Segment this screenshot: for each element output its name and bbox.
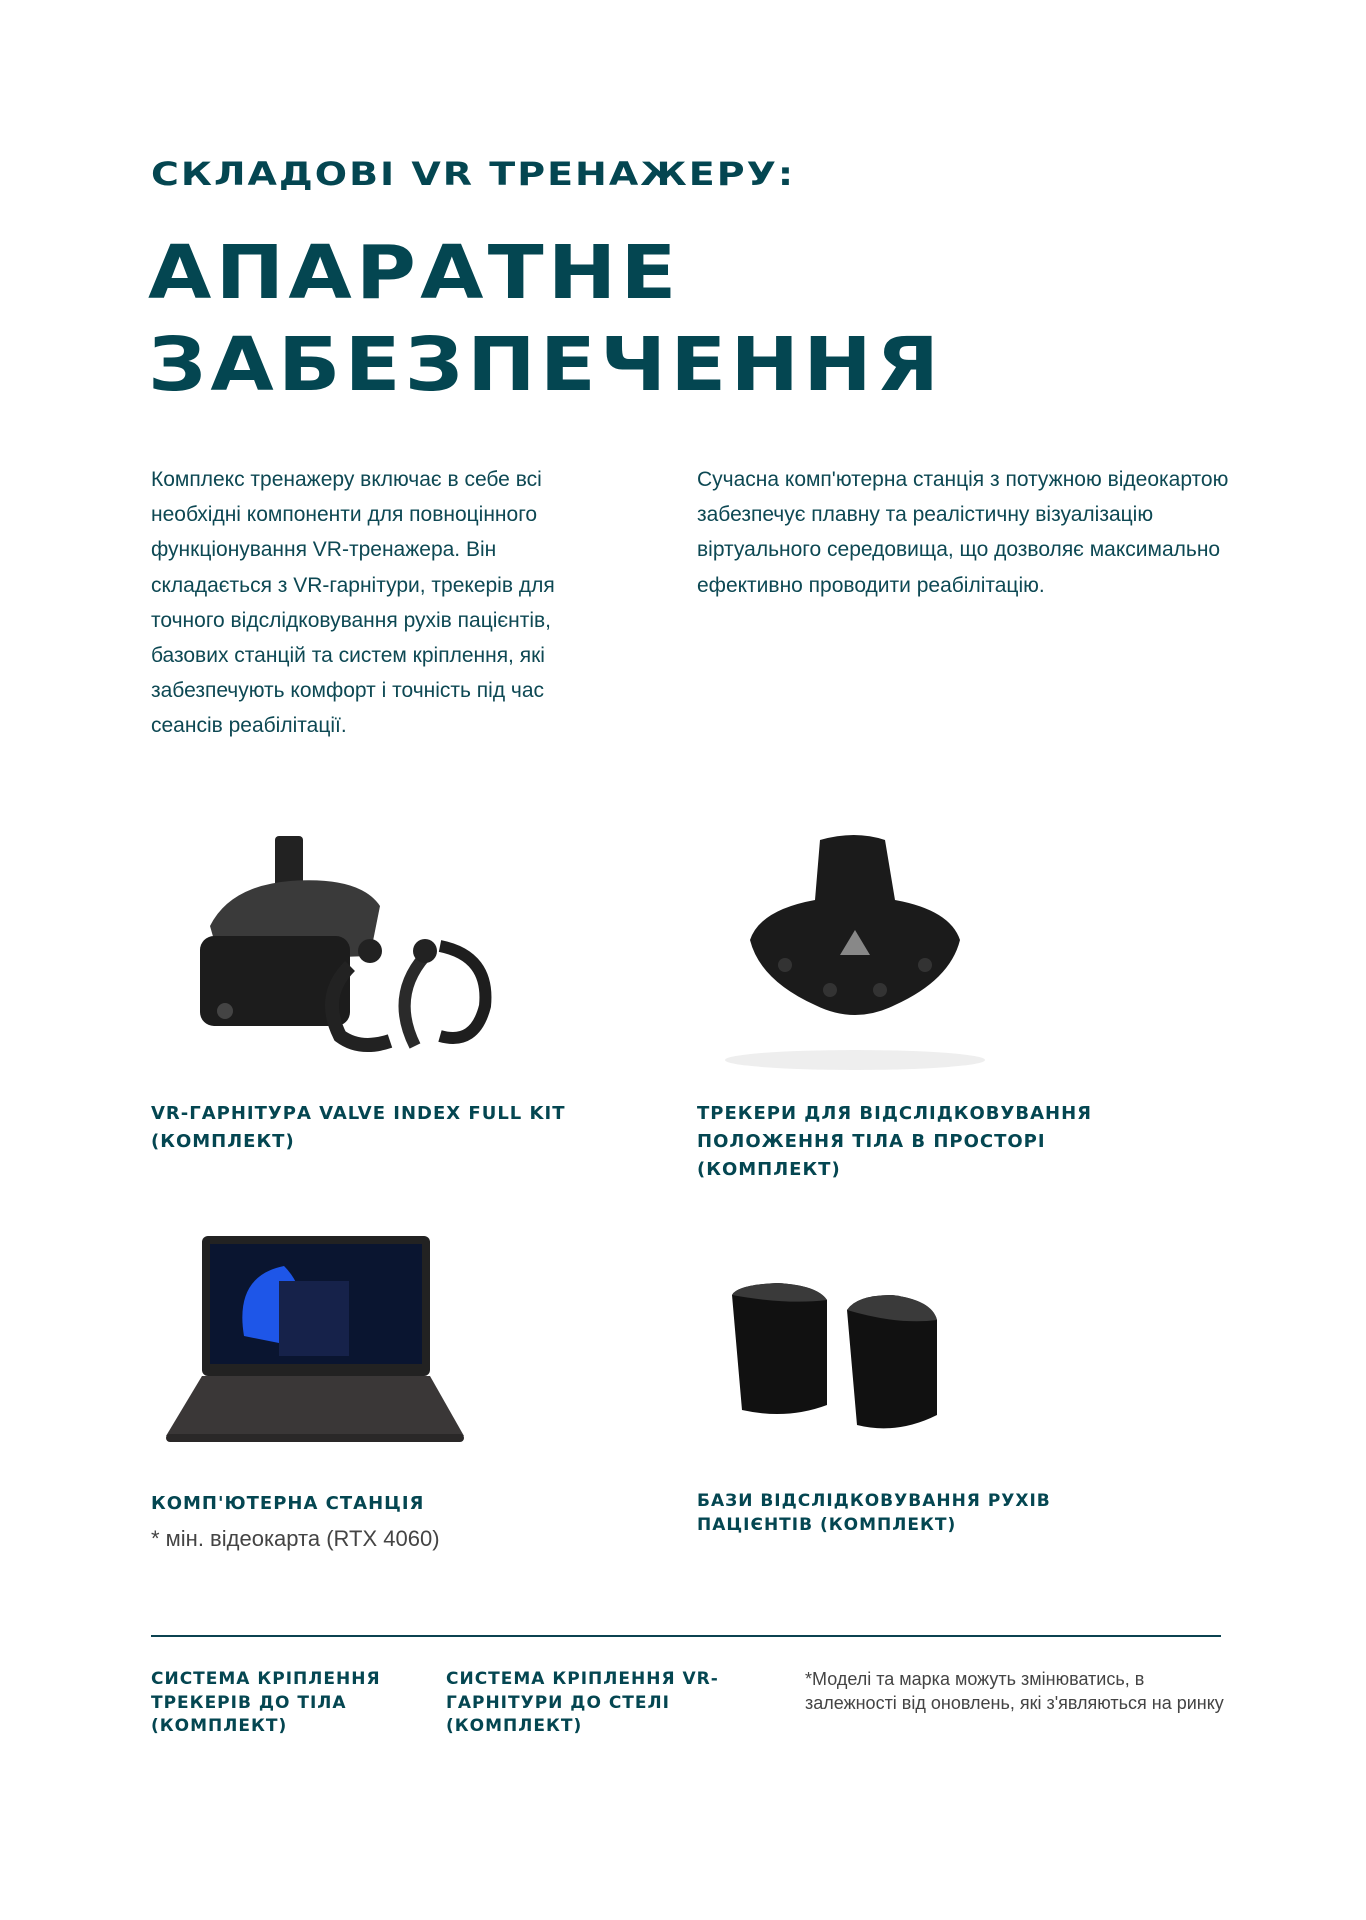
page-title-line2: ЗАБЕЗПЕЧЕННЯ	[148, 322, 944, 408]
footer-item-body-mount: СИСТЕМА КРІПЛЕННЯ ТРЕКЕРІВ ДО ТІЛА (КОМПЛЕКТ)	[151, 1669, 381, 1736]
laptop-image	[164, 1236, 469, 1446]
section-subtitle: СКЛАДОВІ VR ТРЕНАЖЕРУ:	[151, 155, 796, 193]
product-title-computer: КОМП'ЮТЕРНА СТАНЦІЯ	[151, 1493, 425, 1514]
footer-disclaimer: *Моделі та марка можуть змінюватись, в залежності від оновлень, які з'являються на ринку	[805, 1669, 1224, 1713]
product-title-trackers: ТРЕКЕРИ ДЛЯ ВІДСЛІДКОВУВАННЯ ПОЛОЖЕННЯ ТІЛА В ПРОСТОРІ (КОМПЛЕКТ)	[697, 1103, 1092, 1180]
divider	[151, 1635, 1221, 1637]
intro-right-paragraph: Сучасна комп'ютерна станція з потужною відеокартою забезпечує плавну та реалістичну візуалізацію віртуального середовища, що дозволяє максимально ефективно проводити реабілітацію.	[697, 468, 1229, 597]
page-title-line1: АПАРАТНЕ	[148, 230, 681, 316]
product-title-base-stations: БАЗИ ВІДСЛІДКОВУВАННЯ РУХІВ ПАЦІЄНТІВ (КОМПЛЕКТ)	[697, 1491, 1051, 1535]
footer-item-ceiling-mount: СИСТЕМА КРІПЛЕННЯ VR-ГАРНІТУРИ ДО СТЕЛІ (КОМПЛЕКТ)	[446, 1669, 719, 1736]
product-note-gpu: * мін. відеокарта (RTX 4060)	[151, 1526, 440, 1551]
product-title-vr-headset: VR-ГАРНІТУРА VALVE INDEX FULL KIT (КОМПЛЕКТ)	[151, 1103, 566, 1152]
tracker-image	[720, 830, 990, 1080]
base-stations-image	[697, 1255, 982, 1465]
vr-headset-image	[190, 836, 500, 1061]
intro-left-paragraph: Комплекс тренажеру включає в себе всі необхідні компоненти для повноцінного функціонування VR-тренажера. Він складається з VR-гарнітури, трекерів для точного відслідковування рухів пацієнтів, базових станцій та систем кріплення, які забезпечують комфорт і точність під час сеансів реабілітації.	[151, 468, 555, 738]
